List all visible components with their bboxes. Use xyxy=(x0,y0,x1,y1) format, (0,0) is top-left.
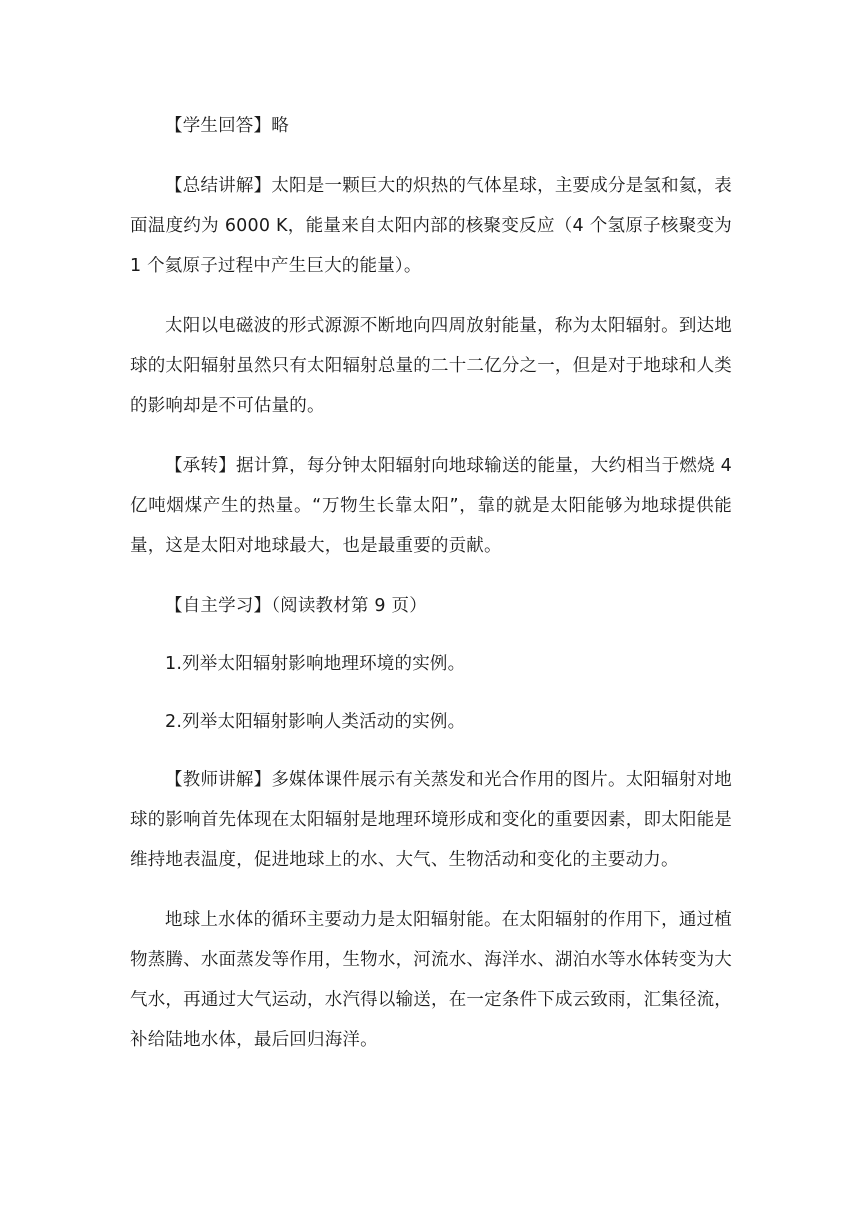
paragraph-teacher-explanation: 【教师讲解】多媒体课件展示有关蒸发和光合作用的图片。太阳辐射对地球的影响首先体现在太阳辐射是地理环境形成和变化的重要因素，即太阳能是维持地表温度，促进地球上的水、大气、生物活动和变化的主要动力。 xyxy=(130,770,732,870)
paragraph-summary: 【总结讲解】太阳是一颗巨大的炽热的气体星球，主要成分是氢和氦，表面温度约为 6000 K，能量来自太阳内部的核聚变反应（4 个氢原子核聚变为 1 个氦原子过程中产生巨大的能量）。 xyxy=(130,176,732,276)
paragraph-task-1: 1.列举太阳辐射影响地理环境的实例。 xyxy=(165,654,466,674)
paragraph-self-study: 【自主学习】（阅读教材第 9 页） xyxy=(165,596,427,616)
document-body xyxy=(130,106,732,1080)
paragraph-water-cycle: 地球上水体的循环主要动力是太阳辐射能。在太阳辐射的作用下，通过植物蒸腾、水面蒸发等作用，生物水，河流水、海洋水、湖泊水等水体转变为大气水，再通过大气运动，水汽得以输送，在一定条件下成云致雨，汇集径流，补给陆地水体，最后回归海洋。 xyxy=(130,910,732,1050)
paragraph-solar-radiation: 太阳以电磁波的形式源源不断地向四周放射能量，称为太阳辐射。到达地球的太阳辐射虽然只有太阳辐射总量的二十二亿分之一，但是对于地球和人类的影响却是不可估量的。 xyxy=(130,316,732,416)
paragraph-transition: 【承转】据计算，每分钟太阳辐射向地球输送的能量，大约相当于燃烧 4 亿吨烟煤产生的热量。“万物生长靠太阳”，靠的就是太阳能够为地球提供能量，这是太阳对地球最大，也是最重要的贡献。 xyxy=(130,456,732,556)
paragraph-task-2: 2.列举太阳辐射影响人类活动的实例。 xyxy=(165,712,466,732)
paragraph-student-answer: 【学生回答】略 xyxy=(165,116,289,136)
